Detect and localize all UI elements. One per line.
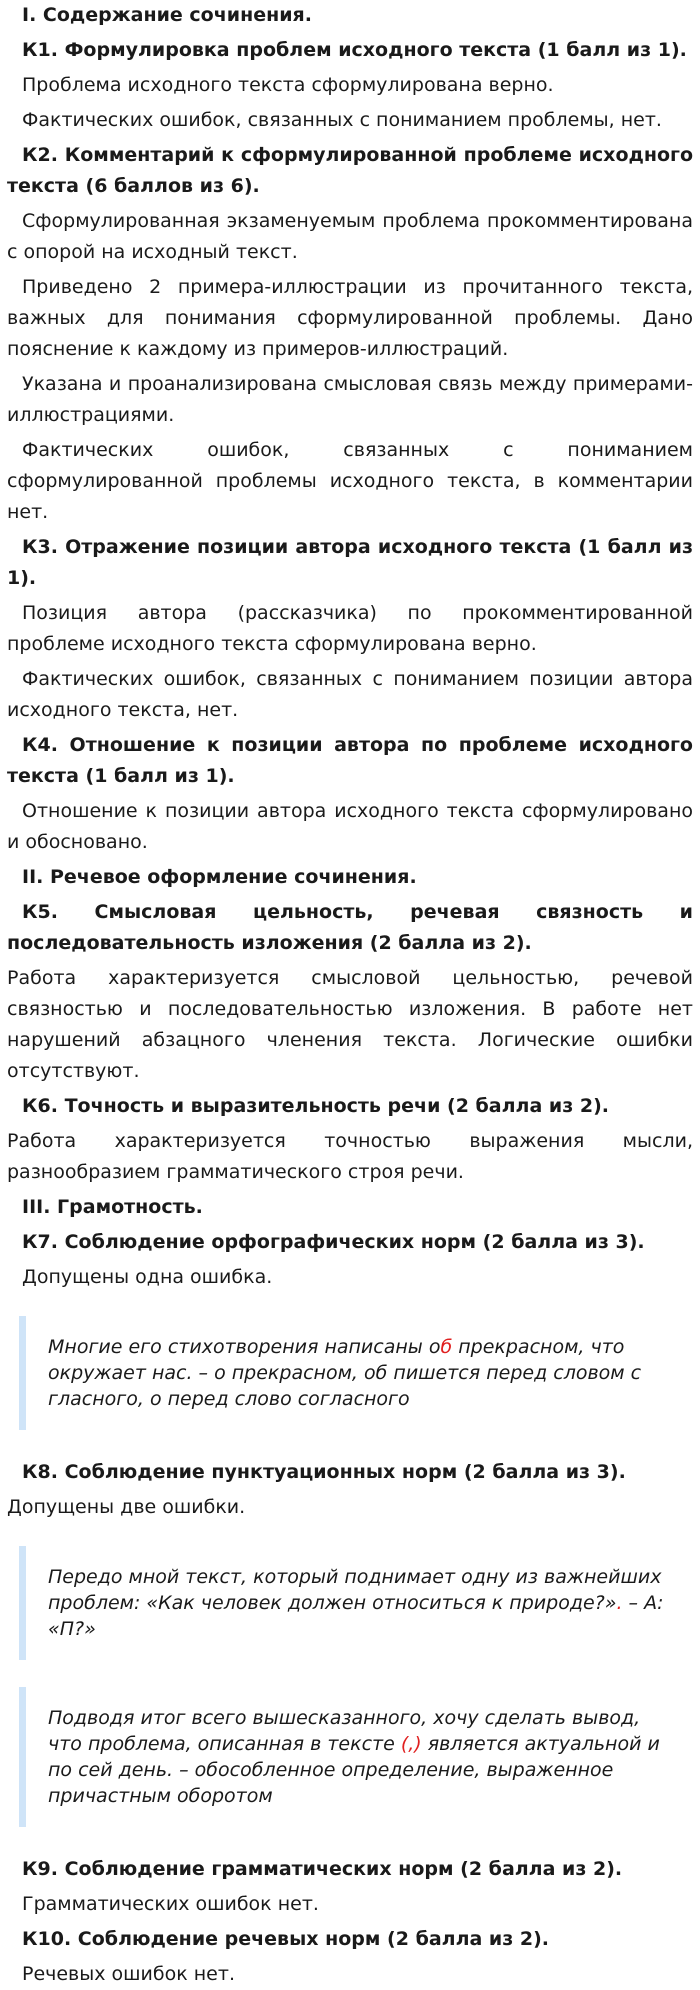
quote-text: является актуальной и по сей день. – обособленное определение, выраженное причастным оборотом xyxy=(48,1733,660,1807)
criterion-k1-heading: К1. Формулировка проблем исходного текста (1 балл из 1). xyxy=(22,39,687,61)
quote-text: Многие его стихотворения написаны о xyxy=(48,1336,441,1358)
criterion-k2-text-4: Фактических ошибок, связанных с пониманием сформулированной проблемы исходного текста, в комментарии нет. xyxy=(7,439,693,523)
criterion-k8-heading: К8. Соблюдение пунктуационных норм (2 балла из 3). xyxy=(22,1461,626,1483)
error-quote xyxy=(19,1687,693,1827)
quote-text: – А: «П?» xyxy=(48,1592,664,1640)
criterion-k1-text-1: Проблема исходного текста сформулирована верно. xyxy=(22,74,554,96)
criterion-k1-text-2: Фактических ошибок, связанных с пониманием проблемы, нет. xyxy=(22,109,662,131)
criterion-k3-heading: К3. Отражение позиции автора исходного текста (1 балл из 1). xyxy=(7,536,693,589)
section-heading-content: I. Содержание сочинения. xyxy=(22,4,312,26)
criterion-k4-text-1: Отношение к позиции автора исходного текста сформулировано и обосновано. xyxy=(7,800,693,853)
quote-text: Передо мной текст, который поднимает одну из важнейших проблем: «Как человек должен относиться к природе?» xyxy=(48,1566,662,1614)
criterion-k3-text-1: Позиция автора (рассказчика) по прокомментированной проблеме исходного текста сформулирована верно. xyxy=(7,602,693,655)
criterion-k4-heading: К4. Отношение к позиции автора по проблеме исходного текста (1 балл из 1). xyxy=(7,734,693,787)
criterion-k2-text-3: Указана и проанализирована смысловая связь между примерами-иллюстрациями. xyxy=(7,373,693,426)
criterion-k7-text-1: Допущены одна ошибка. xyxy=(22,1266,273,1288)
criterion-k10-text-1: Речевых ошибок нет. xyxy=(22,1963,235,1985)
criterion-k2-text-2: Приведено 2 примера-иллюстрации из прочитанного текста, важных для понимания сформулированной проблемы. Дано пояснение к каждому из примеров-иллюстраций. xyxy=(7,276,693,360)
criterion-k6-heading: К6. Точность и выразительность речи (2 балла из 2). xyxy=(22,1095,609,1117)
criterion-k5-text-1: Работа характеризуется смысловой цельностью, речевой связностью и последовательностью изложения. В работе нет нарушений абзацного членения текста. Логические ошибки отсутствуют. xyxy=(7,967,693,1082)
error-quote xyxy=(19,1316,693,1430)
error-quote xyxy=(19,1546,693,1660)
error-mark: . xyxy=(616,1592,623,1614)
criterion-k2-text-1: Сформулированная экзаменуемым проблема прокомментирована с опорой на исходный текст. xyxy=(7,210,693,263)
criterion-k9-text-1: Грамматических ошибок нет. xyxy=(22,1893,319,1915)
quote-text: прекрасном, что окружает нас. – о прекрасном, об пишется перед словом с гласного, о перед слово согласного xyxy=(48,1336,642,1410)
section-heading-literacy: III. Грамотность. xyxy=(22,1196,203,1218)
criterion-k5-heading: К5. Смысловая цельность, речевая связность и последовательность изложения (2 балла из 2). xyxy=(7,901,693,954)
criterion-k9-heading: К9. Соблюдение грамматических норм (2 балла из 2). xyxy=(22,1858,623,1880)
error-mark: (,) xyxy=(400,1733,422,1755)
criterion-k2-heading: К2. Комментарий к сформулированной проблеме исходного текста (6 баллов из 6). xyxy=(7,144,693,197)
criterion-k8-text-1: Допущены две ошибки. xyxy=(7,1496,246,1518)
quote-text: Подводя итог всего вышесказанного, хочу сделать вывод, что проблема, описанная в тексте xyxy=(48,1707,641,1755)
criterion-k3-text-2: Фактических ошибок, связанных с пониманием позиции автора исходного текста, нет. xyxy=(7,668,693,721)
section-heading-speech: II. Речевое оформление сочинения. xyxy=(22,866,417,888)
criterion-k10-heading: К10. Соблюдение речевых норм (2 балла из 2). xyxy=(22,1928,550,1950)
criterion-k7-heading: К7. Соблюдение орфографических норм (2 балла из 3). xyxy=(22,1231,645,1253)
criterion-k6-text-1: Работа характеризуется точностью выражения мысли, разнообразием грамматического строя речи. xyxy=(7,1130,693,1183)
error-mark: б xyxy=(440,1336,453,1358)
